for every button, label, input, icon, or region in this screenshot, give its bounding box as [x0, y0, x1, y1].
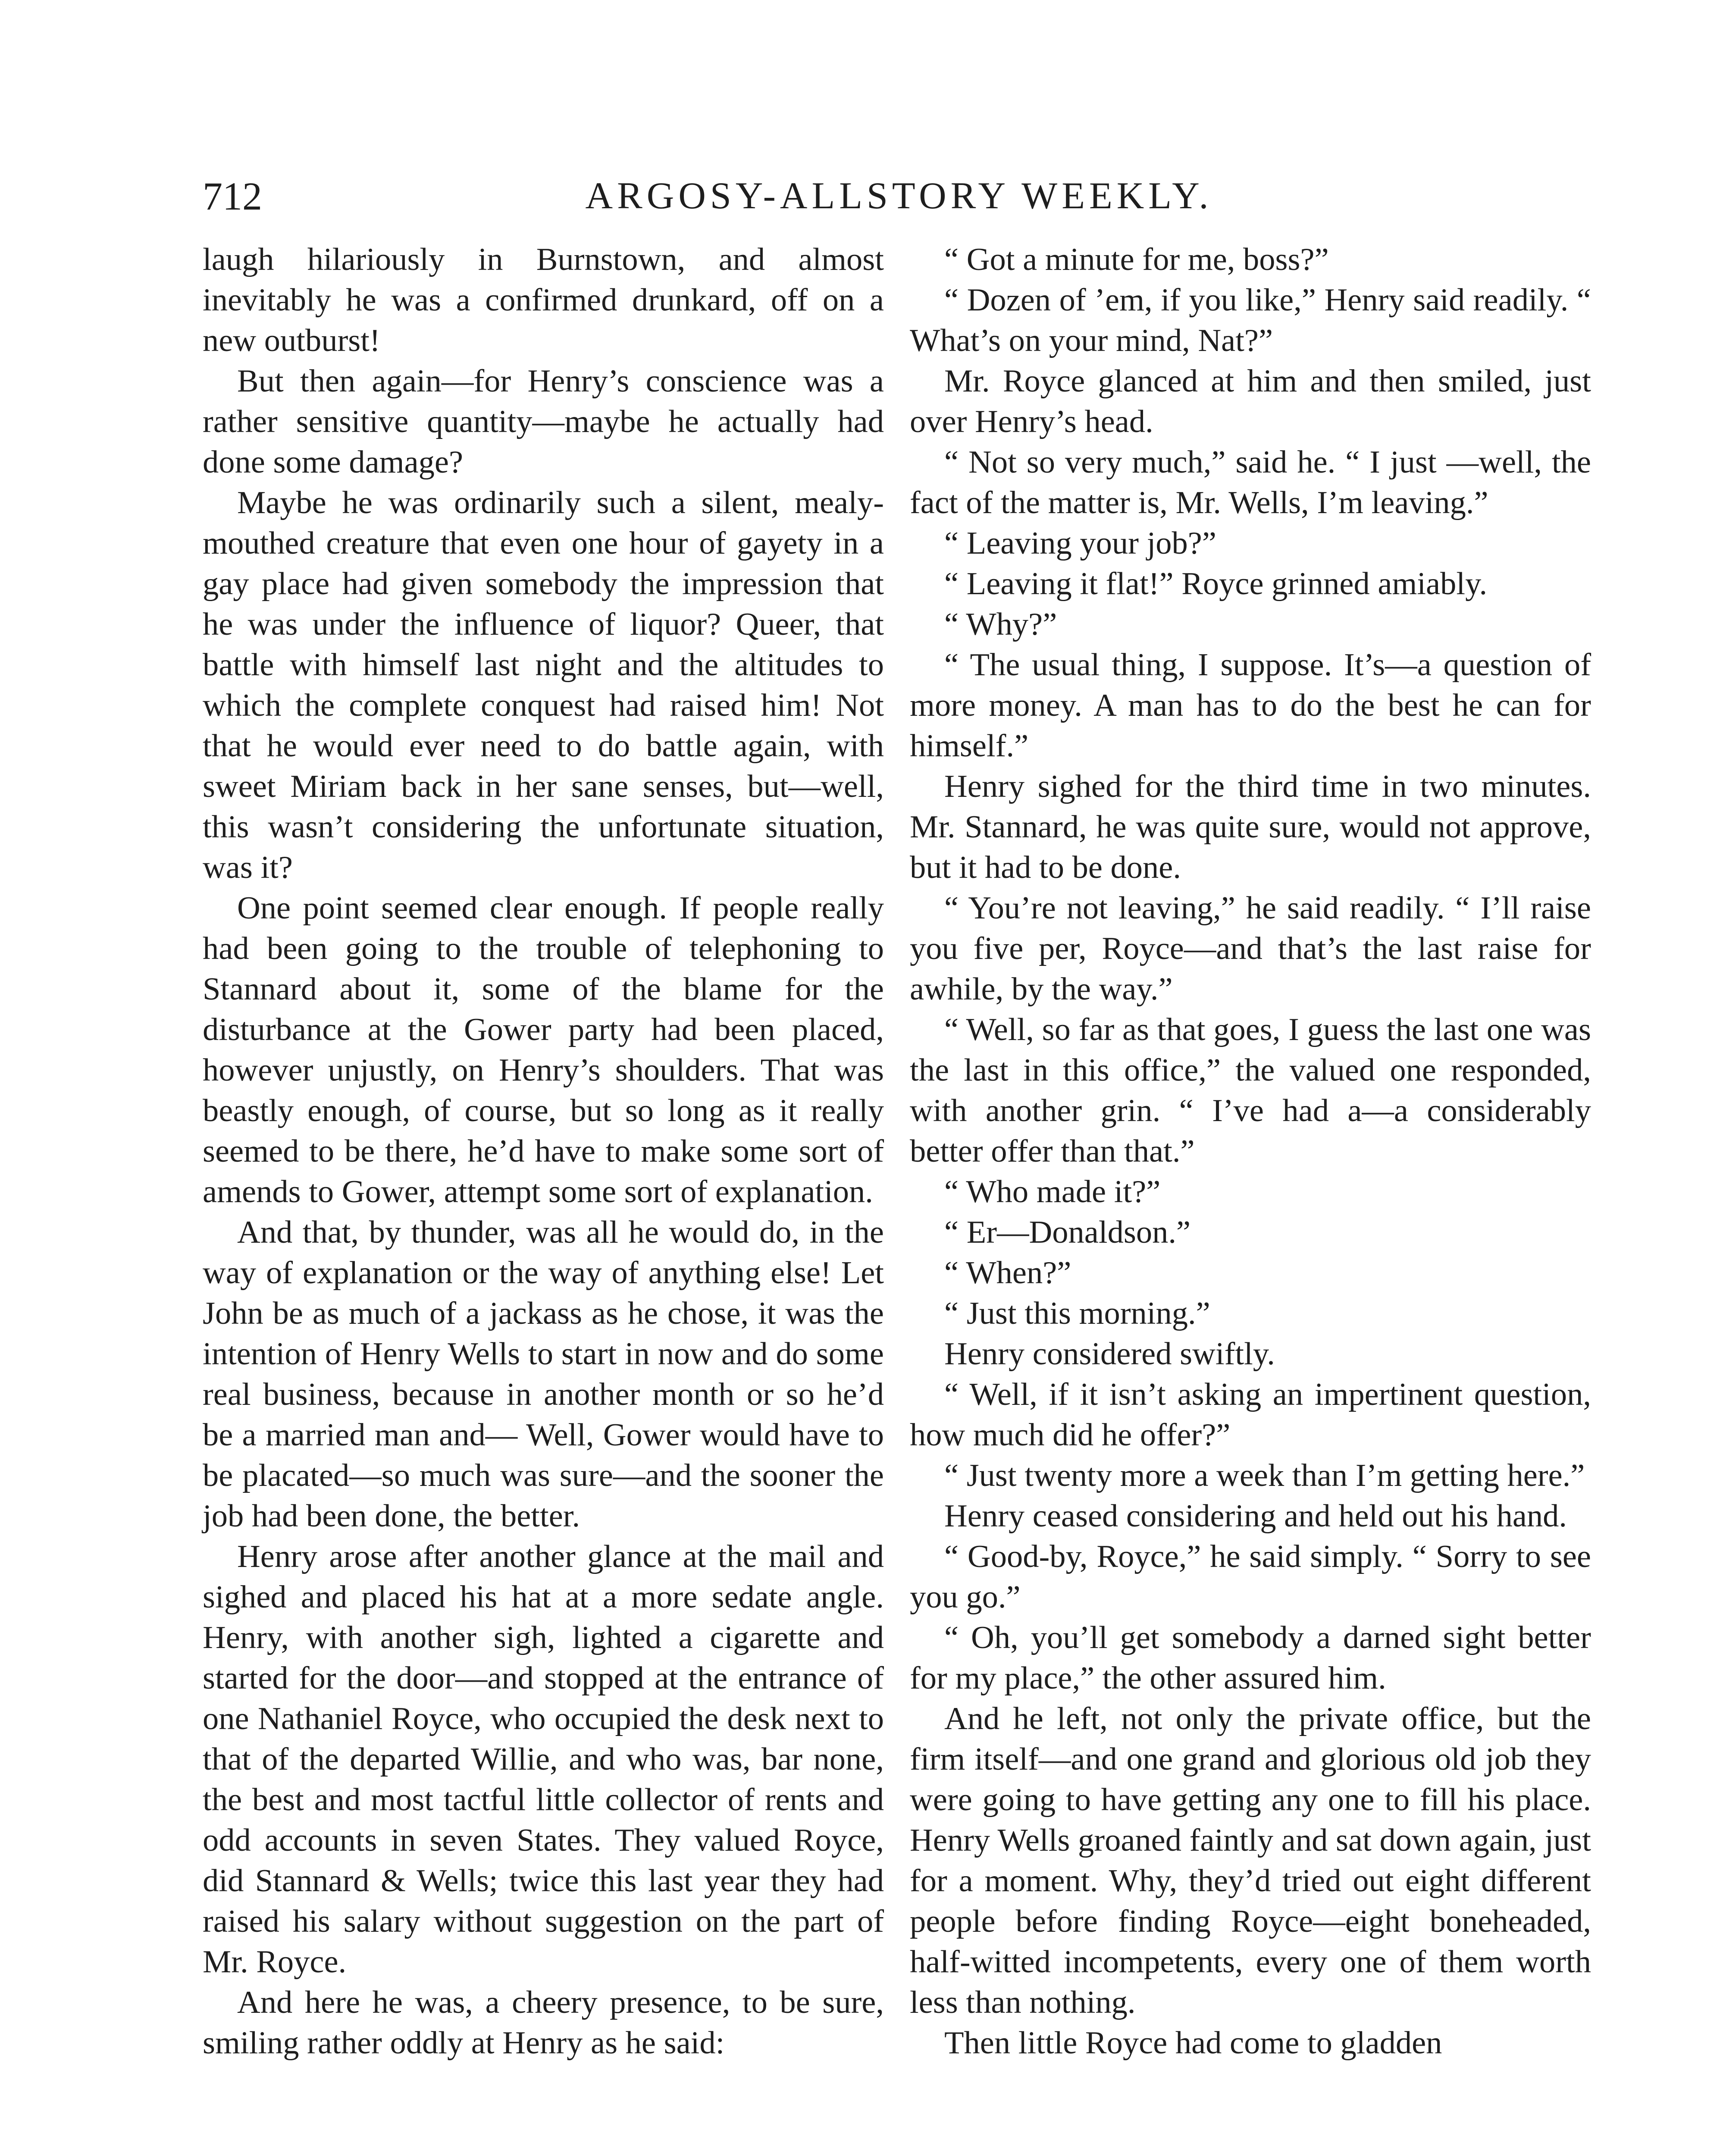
- paragraph: Henry ceased considering and held out his hand.: [944, 1498, 1567, 1534]
- left-column: [203, 239, 884, 2156]
- page-number: 712: [203, 174, 262, 218]
- paragraph: “ Dozen of ’em, if you like,” Henry said readily. “ What’s on your mind, Nat?”: [910, 282, 1591, 358]
- paragraph: “ You’re not leaving,” he said readily. “ I’ll raise you five per, Royce—and that’s the last raise for awhile, by the way.”: [910, 890, 1591, 1007]
- paragraph: “ Well, so far as that goes, I guess the last one was the last in this office,” the valued one responded, with another grin. “ I’ve had a—a considerably better offer than that.”: [910, 1012, 1591, 1169]
- page-header: [203, 172, 1595, 229]
- paragraph: Mr. Royce glanced at him and then smiled, just over Henry’s head.: [910, 364, 1591, 439]
- paragraph: “ When?”: [944, 1255, 1071, 1291]
- paragraph: “ Good-by, Royce,” he said simply. “ Sorry to see you go.”: [910, 1539, 1591, 1615]
- paragraph: But then again—for Henry’s conscience was a rather sensitive quantity—maybe he actually had done some damage?: [203, 364, 884, 480]
- paragraph: “ Got a minute for me, boss?”: [944, 242, 1329, 277]
- paragraph: Then little Royce had come to gladden: [944, 2025, 1442, 2061]
- paragraph: And here he was, a cheery presence, to be sure, smiling rather oddly at Henry as he said:: [203, 1985, 884, 2061]
- paragraph: “ Not so very much,” said he. “ I just —well, the fact of the matter is, Mr. Wells, I’m leaving.”: [910, 445, 1591, 520]
- paragraph: “ Leaving it flat!” Royce grinned amiably.: [944, 566, 1488, 602]
- paragraph: Henry sighed for the third time in two minutes. Mr. Stannard, he was quite sure, would not approve, but it had to be done.: [910, 769, 1591, 885]
- running-head: ARGOSY-ALLSTORY WEEKLY.: [585, 175, 1213, 217]
- paragraph: “ Why?”: [944, 607, 1057, 642]
- paragraph: “ Well, if it isn’t asking an impertinent question, how much did he offer?”: [910, 1377, 1591, 1453]
- paragraph: “ Who made it?”: [944, 1174, 1161, 1210]
- paragraph: Henry considered swiftly.: [944, 1336, 1275, 1372]
- paragraph: “ Er—Donaldson.”: [944, 1215, 1191, 1250]
- paragraph: “ Leaving your job?”: [944, 526, 1216, 561]
- paragraph: “ The usual thing, I suppose. It’s—a question of more money. A man has to do the best he can for himself.”: [910, 647, 1591, 764]
- paragraph: And that, by thunder, was all he would do, in the way of explanation or the way of anything else! Let John be as much of a jackass as he chose, it was the intention of Henry Wells to start in now and do some real business, because in another month or so he’d be a married man and— Well, Gower would have to be placated—so much was sure—and the sooner the job had been done, the better.: [203, 1215, 884, 1534]
- paragraph: Henry arose after another glance at the mail and sighed and placed his hat at a more sedate angle. Henry, with another sigh, lighted a cigarette and started for the door—and stopped at the entrance of one Nathaniel Royce, who occupied the desk next to that of the departed Willie, and who was, bar none, the best and most tactful little collector of rents and odd accounts in seven States. They valued Royce, did Stannard & Wells; twice this last year they had raised his salary without suggestion on the part of Mr. Royce.: [203, 1539, 884, 1980]
- paragraph: “ Just this morning.”: [944, 1296, 1210, 1331]
- right-column: [910, 239, 1591, 2156]
- paragraph: Maybe he was ordinarily such a silent, mealy-mouthed creature that even one hour of gayety in a gay place had given somebody the impression that he was under the influence of liquor? Queer, that battle with himself last night and the altitudes to which the complete conquest had raised him! Not that he would ever need to do battle again, with sweet Miriam back in her sane senses, but—well, this wasn’t considering the unfortunate situation, was it?: [203, 485, 884, 885]
- paragraph: laugh hilariously in Burnstown, and almost inevitably he was a confirmed drunkard, off on a new outburst!: [203, 242, 884, 358]
- paragraph: “ Oh, you’ll get somebody a darned sight better for my place,” the other assured him.: [910, 1620, 1591, 1696]
- paragraph: And he left, not only the private office, but the firm itself—and one grand and glorious old job they were going to have getting any one to fill his place. Henry Wells groaned faintly and sat down again, just for a moment. Why, they’d tried out eight different people before finding Royce—eight boneheaded, half-witted incompetents, every one of them worth less than nothing.: [910, 1701, 1591, 2020]
- paragraph: One point seemed clear enough. If people really had been going to the trouble of telephoning to Stannard about it, some of the blame for the disturbance at the Gower party had been placed, however unjustly, on Henry’s shoulders. That was beastly enough, of course, but so long as it really seemed to be there, he’d have to make some sort of amends to Gower, attempt some sort of explanation.: [203, 890, 884, 1210]
- paragraph: “ Just twenty more a week than I’m getting here.”: [944, 1458, 1585, 1493]
